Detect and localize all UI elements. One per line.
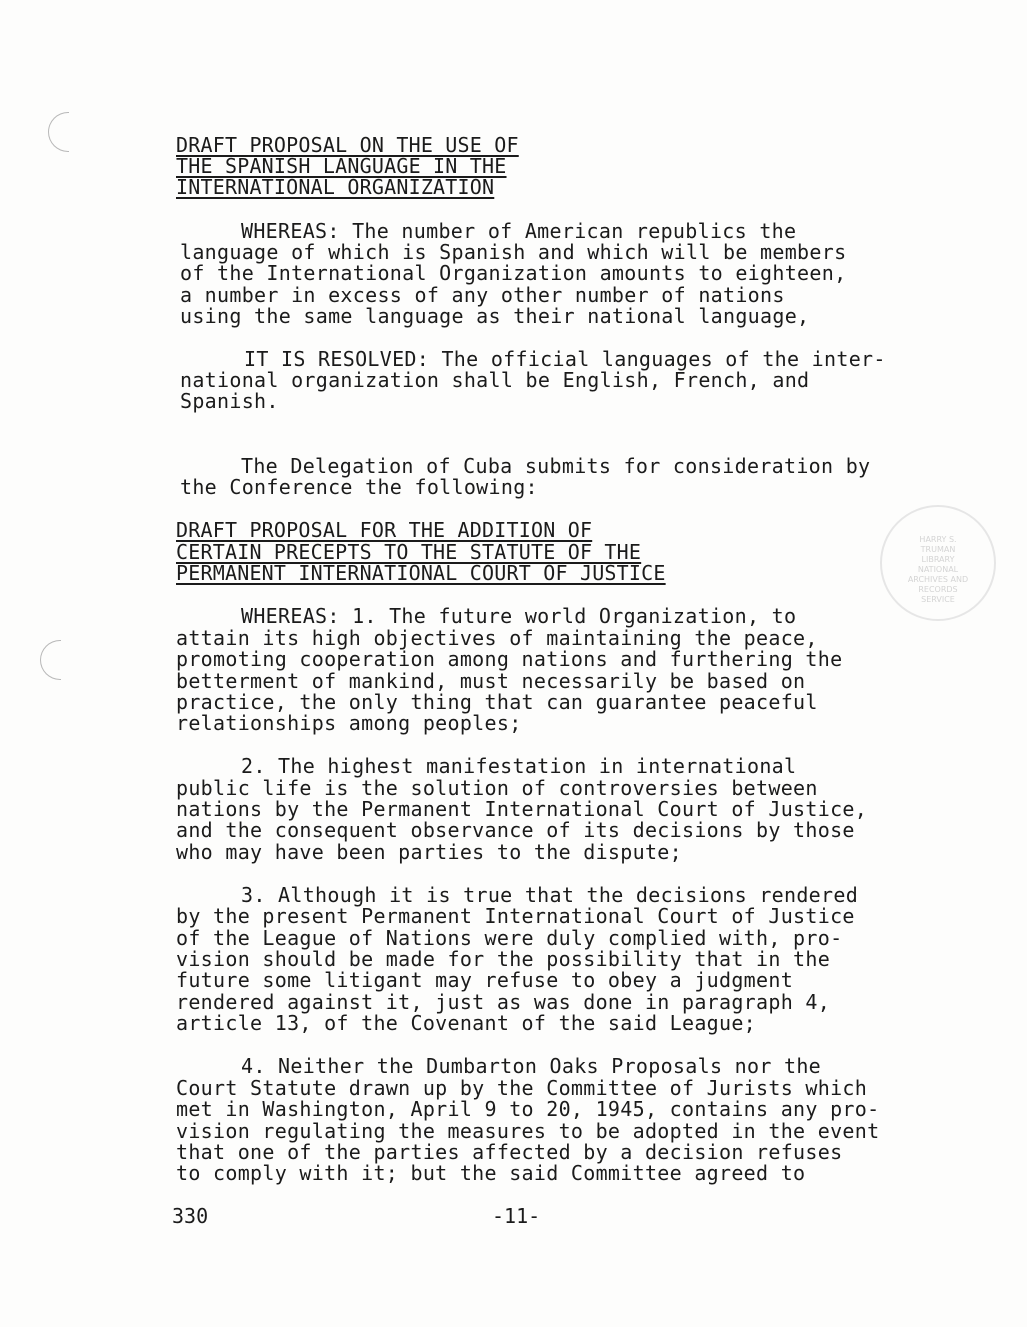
delegation-line-2: the Conference the following:	[180, 475, 538, 499]
document-number: 330	[172, 1204, 209, 1228]
para-1-line-5: practice, the only thing that can guarantee peaceful	[176, 690, 818, 714]
para-1-line-2: attain its high objectives of maintaining the peace,	[176, 626, 818, 650]
para-3-line-2: by the present Permanent International Court of Justice	[176, 904, 855, 928]
delegation-line-1: The Delegation of Cuba submits for consideration by	[241, 454, 871, 478]
para-1-line-4: betterment of mankind, must necessarily be based on	[176, 669, 806, 693]
para-2-line-3: nations by the Permanent International Court of Justice,	[176, 797, 868, 821]
heading-1-line-1: DRAFT PROPOSAL ON THE USE OF	[176, 133, 519, 157]
whereas-1-line-1: WHEREAS: The number of American republics the	[241, 219, 797, 243]
heading-1-line-2: THE SPANISH LANGUAGE IN THE	[176, 154, 507, 178]
whereas-1-line-2: language of which is Spanish and which will be members	[180, 240, 847, 264]
para-3-line-1: 3. Although it is true that the decisions rendered	[241, 883, 859, 907]
library-stamp	[880, 505, 996, 621]
page-number: -11-	[492, 1204, 541, 1228]
whereas-1-line-3: of the International Organization amounts to eighteen,	[180, 261, 847, 285]
para-3-line-6: rendered against it, just as was done in paragraph 4,	[176, 990, 831, 1014]
para-3-line-3: of the League of Nations were duly complied with, pro-	[176, 926, 843, 950]
punch-hole-top	[48, 112, 69, 152]
para-4-line-5: that one of the parties affected by a decision refuses	[176, 1140, 843, 1164]
para-1-line-3: promoting cooperation among nations and furthering the	[176, 647, 843, 671]
para-3-line-5: future some litigant may refuse to obey a judgment	[176, 968, 794, 992]
whereas-1-line-5: using the same language as their national language,	[180, 304, 810, 328]
para-3-line-4: vision should be made for the possibility that in the	[176, 947, 831, 971]
para-4-line-6: to comply with it; but the said Committee agreed to	[176, 1161, 806, 1185]
para-3-line-7: article 13, of the Covenant of the said League;	[176, 1011, 757, 1035]
resolved-line-1: IT IS RESOLVED: The official languages of the inter-	[244, 347, 886, 371]
para-4-line-4: vision regulating the measures to be adopted in the event	[176, 1119, 880, 1143]
heading-2-line-2: CERTAIN PRECEPTS TO THE STATUTE OF THE	[176, 540, 642, 564]
para-2-line-2: public life is the solution of controversies between	[176, 776, 818, 800]
heading-1-line-3: INTERNATIONAL ORGANIZATION	[176, 175, 495, 199]
para-4-line-1: 4. Neither the Dumbarton Oaks Proposals nor the	[241, 1054, 822, 1078]
para-4-line-3: met in Washington, April 9 to 20, 1945, contains any pro-	[176, 1097, 880, 1121]
resolved-line-2: national organization shall be English, French, and	[180, 368, 810, 392]
heading-2-line-3: PERMANENT INTERNATIONAL COURT OF JUSTICE	[176, 561, 666, 585]
stamp-text: HARRY S. TRUMAN LIBRARY NATIONAL ARCHIVES AND RECORDS SERVICE	[907, 535, 969, 604]
para-4-line-2: Court Statute drawn up by the Committee of Jurists which	[176, 1076, 868, 1100]
para-2-line-4: and the consequent observance of its decisions by those	[176, 818, 855, 842]
para-2-line-1: 2. The highest manifestation in international	[241, 754, 797, 778]
heading-2-line-1: DRAFT PROPOSAL FOR THE ADDITION OF	[176, 518, 593, 542]
para-1-line-1: WHEREAS: 1. The future world Organization, to	[241, 604, 797, 628]
punch-hole-middle	[40, 640, 61, 680]
para-1-line-6: relationships among peoples;	[176, 711, 522, 735]
resolved-line-3: Spanish.	[180, 389, 279, 413]
para-2-line-5: who may have been parties to the dispute;	[176, 840, 682, 864]
whereas-1-line-4: a number in excess of any other number of nations	[180, 283, 785, 307]
